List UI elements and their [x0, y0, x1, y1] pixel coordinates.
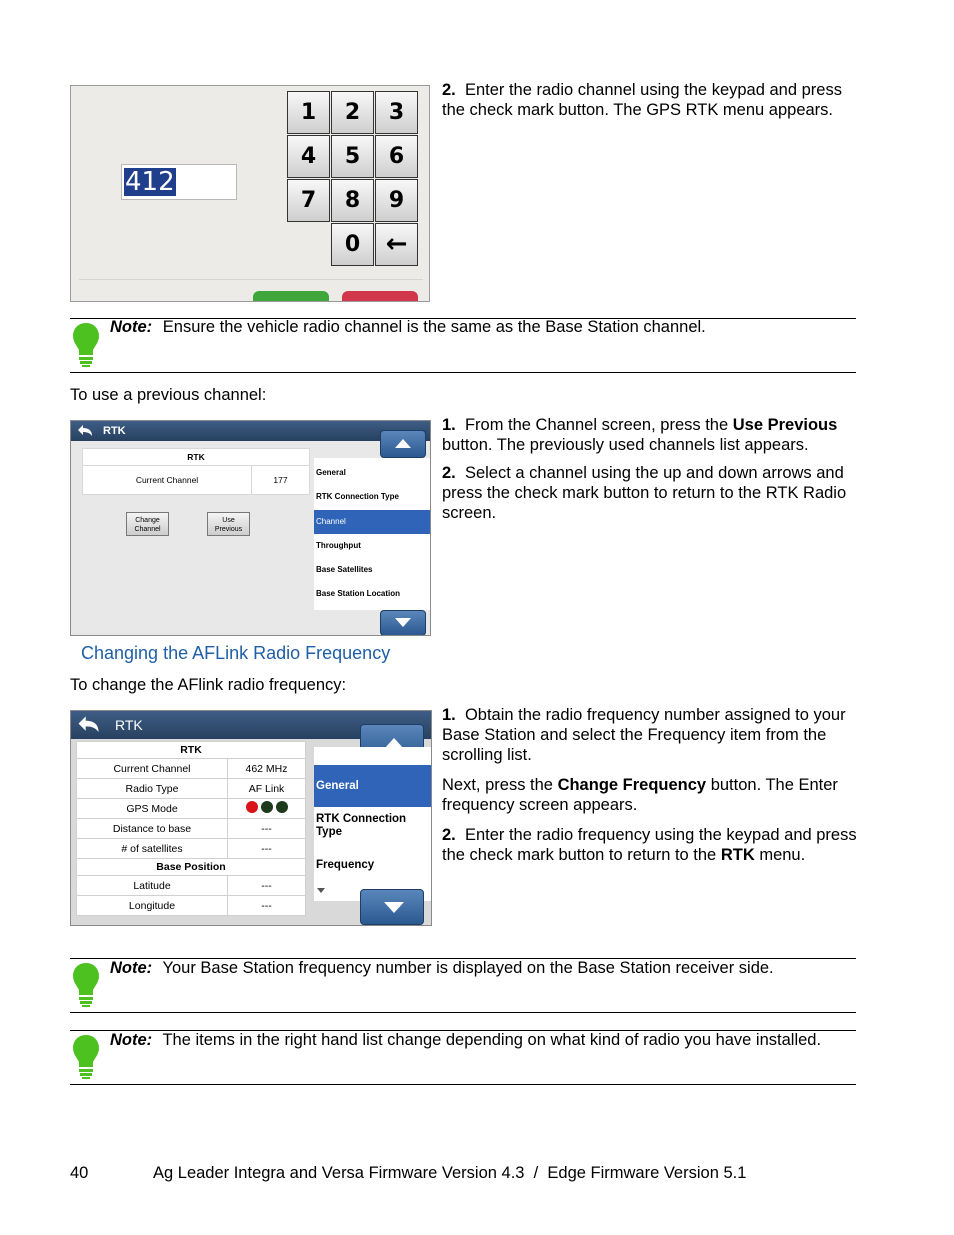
- page-number: 40: [70, 1164, 89, 1182]
- gps-mode-indicator: [228, 799, 306, 819]
- step-text-post: menu.: [754, 846, 806, 864]
- footer-title: Ag Leader Integra and Versa Firmware Version 4.3 / Edge Firmware Version 5.1: [153, 1164, 747, 1182]
- step-next-change-frequency: [442, 775, 857, 815]
- change-channel-button[interactable]: Change Channel: [126, 512, 169, 536]
- menu-item-base-satellites[interactable]: Base Satellites: [316, 565, 373, 574]
- current-channel-label: Current Channel: [83, 466, 252, 495]
- step-enter-channel: [442, 80, 857, 120]
- row-value: ---: [228, 839, 306, 859]
- row-label: Longitude: [77, 896, 228, 916]
- row-value: AF Link: [228, 779, 306, 799]
- intro-previous-channel: To use a previous channel:: [70, 386, 267, 404]
- row-label: GPS Mode: [77, 799, 228, 819]
- step-text-bold: RTK: [720, 846, 755, 864]
- check-mark-button[interactable]: [253, 291, 329, 302]
- row-label: Latitude: [77, 876, 228, 896]
- lightbulb-icon: [72, 962, 100, 1008]
- row-label: Distance to base: [77, 819, 228, 839]
- key-6[interactable]: 6: [375, 135, 418, 178]
- keypad-screenshot: [70, 85, 430, 302]
- note-rule-bottom: [70, 372, 856, 373]
- cancel-button[interactable]: [342, 291, 418, 302]
- key-0[interactable]: 0: [331, 223, 374, 266]
- rtk-title-bar: [71, 421, 430, 441]
- channel-input-value: 412: [125, 167, 175, 197]
- note-1: [110, 317, 850, 337]
- rtk-menu-list: [314, 458, 431, 610]
- menu-item-rtk-connection-type[interactable]: RTK Connection Type: [316, 492, 399, 501]
- rtk-menu-list: [314, 747, 432, 901]
- section-heading: Changing the AFLink Radio Frequency: [81, 643, 391, 663]
- rtk-title: RTK: [115, 717, 143, 733]
- step-text: Select a channel using the up and down arrows and press the check mark button to return to the RTK Radio screen.: [442, 464, 847, 522]
- step-number: 2.: [442, 826, 456, 844]
- up-arrow-icon: [395, 439, 411, 448]
- current-channel-value: 177: [252, 466, 310, 495]
- menu-item-general-selected[interactable]: General: [314, 765, 432, 807]
- row-value: 462 MHz: [228, 759, 306, 779]
- note-body: Your Base Station frequency number is displayed on the Base Station receiver side.: [162, 959, 774, 977]
- base-position-header: Base Position: [77, 859, 306, 876]
- rtk-status-table: [76, 741, 306, 916]
- lightbulb-icon: [72, 1034, 100, 1080]
- note-rule-bottom: [70, 1084, 856, 1085]
- step-text-post: button. The previously used channels list appears.: [442, 436, 809, 454]
- divider: [79, 279, 423, 280]
- step-number: 1.: [442, 706, 456, 724]
- menu-item-general[interactable]: General: [316, 468, 346, 477]
- channel-input[interactable]: [121, 164, 237, 200]
- row-value: ---: [228, 876, 306, 896]
- table-header: RTK: [77, 742, 306, 759]
- rtk-frequency-screenshot: [70, 710, 432, 926]
- step-text-bold: Use Previous: [732, 416, 838, 434]
- rtk-info-table: [82, 448, 310, 495]
- step-use-previous: [442, 415, 857, 455]
- step-number: 2.: [442, 81, 456, 99]
- menu-item-throughput[interactable]: Throughput: [316, 541, 361, 550]
- note-3: [110, 1030, 855, 1050]
- row-label: # of satellites: [77, 839, 228, 859]
- intro-frequency: To change the AFlink radio frequency:: [70, 676, 347, 694]
- key-9[interactable]: 9: [375, 179, 418, 222]
- key-5[interactable]: 5: [331, 135, 374, 178]
- step-number: 1.: [442, 416, 456, 434]
- step-select-channel: [442, 463, 857, 523]
- note-label: Note:: [110, 318, 153, 336]
- rtk-title: RTK: [103, 425, 126, 437]
- menu-item-channel-selected[interactable]: Channel: [314, 510, 431, 534]
- scroll-up-button[interactable]: [380, 430, 426, 458]
- note-body: Ensure the vehicle radio channel is the same as the Base Station channel.: [162, 318, 706, 336]
- back-arrow-icon[interactable]: [77, 424, 95, 438]
- key-2[interactable]: 2: [331, 91, 374, 134]
- step-text-bold: Change Frequency: [557, 776, 707, 794]
- rtk-channel-screenshot: [70, 420, 431, 636]
- key-8[interactable]: 8: [331, 179, 374, 222]
- menu-item-frequency[interactable]: Frequency: [316, 859, 375, 871]
- step-number: 2.: [442, 464, 456, 482]
- note-label: Note:: [110, 1031, 153, 1049]
- backspace-key[interactable]: ←: [375, 223, 418, 266]
- key-1[interactable]: 1: [287, 91, 330, 134]
- key-7[interactable]: 7: [287, 179, 330, 222]
- use-previous-button[interactable]: Use Previous: [207, 512, 250, 536]
- key-4[interactable]: 4: [287, 135, 330, 178]
- table-header: RTK: [83, 449, 310, 466]
- back-arrow-icon[interactable]: [77, 715, 103, 735]
- step-enter-frequency: [442, 825, 862, 865]
- note-body: The items in the right hand list change depending on what kind of radio you have installed.: [162, 1031, 822, 1049]
- lightbulb-icon: [72, 322, 100, 368]
- step-obtain-frequency: [442, 705, 857, 765]
- row-value: ---: [228, 896, 306, 916]
- more-items-indicator-icon: [317, 888, 325, 893]
- scroll-down-button[interactable]: [380, 610, 426, 636]
- down-arrow-icon: [384, 902, 404, 913]
- menu-item-rtk-connection-type[interactable]: RTK Connection Type: [316, 813, 407, 838]
- menu-item-base-station-location[interactable]: Base Station Location: [316, 589, 401, 598]
- gps-status-lights-icon: [244, 800, 290, 814]
- step-text-pre: Enter the radio frequency using the keypad and press the check mark button to return to the: [442, 826, 857, 864]
- note-label: Note:: [110, 959, 153, 977]
- down-arrow-icon: [395, 618, 411, 627]
- step-text-post: button. The Enter frequency screen appears.: [442, 776, 838, 814]
- row-value: ---: [228, 819, 306, 839]
- step-text-pre: From the Channel screen, press the: [464, 416, 733, 434]
- scroll-down-button[interactable]: [360, 889, 424, 925]
- row-label: Current Channel: [77, 759, 228, 779]
- note-2: [110, 958, 850, 978]
- step-text: Enter the radio channel using the keypad and press the check mark button. The GPS RTK menu appears.: [442, 81, 842, 119]
- row-label: Radio Type: [77, 779, 228, 799]
- step-text: Obtain the radio frequency number assigned to your Base Station and select the Frequency item from the scrolling list.: [442, 706, 846, 764]
- note-rule-bottom: [70, 1012, 856, 1013]
- step-text-pre: Next, press the: [442, 776, 558, 794]
- key-3[interactable]: 3: [375, 91, 418, 134]
